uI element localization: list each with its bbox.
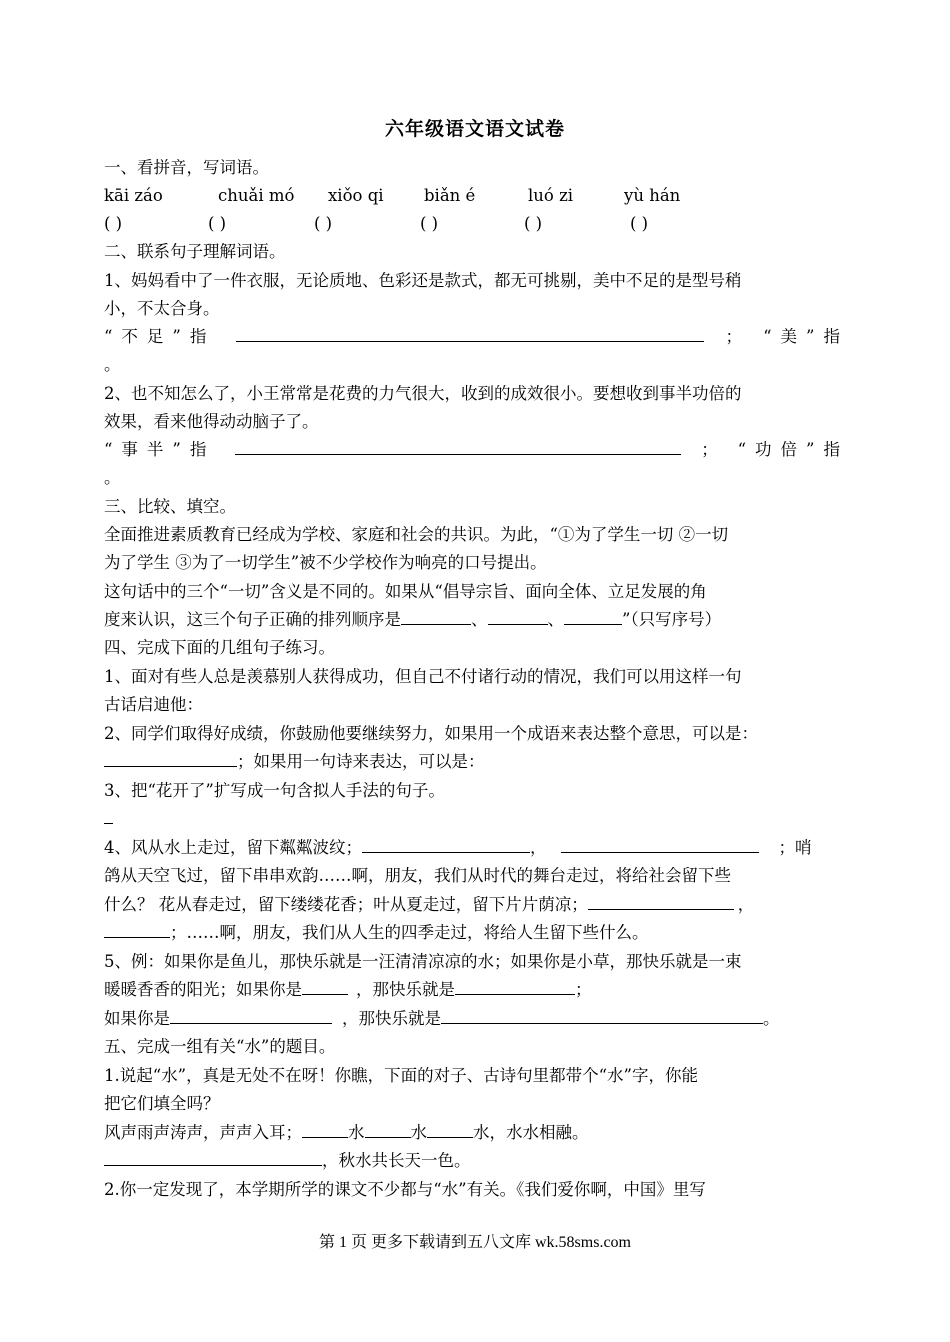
pinyin-row (104, 182, 849, 210)
question-text: 效果，看来他得动动脑子了。 (104, 412, 319, 431)
paragraph: ”（只写序号） (622, 610, 722, 629)
section-5-heading: 五、完成一组有关“水”的题目。 (104, 1037, 336, 1056)
question-text: 鸽从天空飞过，留下串串欢韵……啊，朋友，我们从时代的舞台走过，将给社会留下些 (104, 866, 731, 885)
question-text: 1、面对有些人总是羡慕别人获得成功，但自己不付诸行动的情况，我们可以用这样一句 (104, 667, 742, 686)
question-text: 什么？ 花从春走过，留下缕缕花香；叶从夏走过，留下片片荫凉； (104, 895, 588, 914)
answer-blank[interactable] (427, 1119, 473, 1138)
question-text: 4、风从水上走过，留下粼粼波纹； (104, 838, 362, 857)
answer-blank[interactable] (488, 606, 548, 625)
fill-line (104, 834, 849, 862)
question-text: 3、把“花开了”扩写成一句含拟人手法的句子。 (104, 781, 445, 800)
question-text: 水 (410, 1123, 427, 1142)
answer-blank[interactable] (104, 748, 237, 767)
fill-line (104, 748, 849, 776)
pinyin-1: kāi záo (104, 186, 163, 205)
answer-blank-5[interactable]: ( ) (524, 214, 543, 233)
separator: ， (530, 838, 547, 857)
answer-blank[interactable] (104, 1147, 322, 1166)
answer-blank[interactable] (302, 976, 348, 995)
paragraph: 为了学生 ③为了一切学生”被不少学校作为响亮的口号提出。 (104, 553, 547, 572)
question-text: 2、也不知怎么了，小王常常是花费的力气很大，收到的成效很小。要想收到事半功倍的 (104, 384, 742, 403)
answer-blank[interactable] (441, 1005, 763, 1024)
separator: ； (701, 440, 718, 459)
question-text: 暖暖香香的阳光；如果你是 (104, 980, 302, 999)
question-text: 风声雨声涛声，声声入耳； (104, 1123, 302, 1142)
separator: 、 (547, 610, 564, 629)
question-text: ，那快乐就是 (342, 1009, 441, 1028)
section-3-heading: 三、比较、填空。 (104, 497, 236, 516)
fill-line (104, 436, 849, 464)
answer-blank[interactable] (362, 834, 530, 853)
answer-blank-6[interactable]: ( ) (630, 214, 649, 233)
question-text: 如果你是 (104, 1009, 170, 1028)
answer-blank[interactable] (235, 436, 681, 455)
answer-blank[interactable] (564, 606, 622, 625)
question-text: 1.说起“水”，真是无处不在呀！你瞧，下面的对子、古诗句里都带个“水”字，你能 (104, 1066, 698, 1085)
question-text: 古话启迪他： (104, 695, 203, 714)
answer-parens-row (104, 210, 849, 238)
answer-blank-2[interactable]: ( ) (208, 214, 227, 233)
separator: ； (725, 327, 743, 346)
question-text: 2、同学们取得好成绩，你鼓励他要继续努力，如果用一个成语来表达整个意思，可以是： (104, 724, 758, 743)
section-1-heading: 一、看拼音，写词语。 (104, 158, 269, 177)
fill-line (104, 805, 849, 833)
period: 。 (104, 468, 121, 487)
question-text: 水，水水相融。 (473, 1123, 589, 1142)
term-label: “美”指 (763, 327, 849, 346)
answer-blank[interactable] (401, 606, 471, 625)
question-text: 水 (348, 1123, 365, 1142)
question-text: ；……啊，朋友，我们从人生的四季走过，将给人生留下些什么。 (170, 923, 649, 942)
paragraph: 这句话中的三个“一切”含义是不同的。如果从“倡导宗旨、面向全体、立足发展的角 (104, 582, 707, 601)
page-footer: 第 1 页 更多下载请到五八文库 wk.58sms.com (318, 1234, 631, 1251)
question-text: ；哨 (778, 838, 812, 857)
fill-line (104, 919, 849, 947)
question-text: ；如果用一句诗来表达，可以是： (237, 752, 485, 771)
answer-blank[interactable] (104, 805, 113, 824)
separator: ， (737, 895, 755, 914)
fill-line (104, 1005, 849, 1033)
term-label: “不足”指 (104, 327, 216, 346)
section-4-heading: 四、完成下面的几组句子练习。 (104, 638, 335, 657)
answer-blank[interactable] (104, 919, 170, 938)
separator: 、 (471, 610, 488, 629)
fill-line (104, 606, 849, 634)
answer-blank[interactable] (365, 1119, 411, 1138)
answer-blank-3[interactable]: ( ) (314, 214, 333, 233)
pinyin-6: yù hán (624, 186, 681, 205)
pinyin-3: xiǒo qi (328, 186, 384, 205)
period: 。 (104, 355, 121, 374)
separator: ； (575, 980, 592, 999)
question-text: 5、例：如果你是鱼儿，那快乐就是一汪清清凉凉的水；如果你是小草，那快乐就是一束 (104, 952, 742, 971)
answer-blank-1[interactable]: ( ) (104, 214, 123, 233)
pinyin-4: biǎn é (424, 186, 476, 205)
question-text: ，那快乐就是 (356, 980, 455, 999)
answer-blank[interactable] (588, 891, 734, 910)
question-text: 把它们填全吗？ (104, 1094, 220, 1113)
fill-line (104, 1119, 849, 1147)
question-text: 1、妈妈看中了一件衣服，无论质地、色彩还是款式，都无可挑剔，美中不足的是型号稍 (104, 271, 742, 290)
question-text: 2.你一定发现了，本学期所学的课文不少都与“水”有关。《我们爱你啊，中国》里写 (104, 1180, 706, 1199)
page-title: 六年级语文语文试卷 (384, 118, 565, 140)
answer-blank-4[interactable]: ( ) (420, 214, 439, 233)
pinyin-5: luó zi (528, 186, 574, 205)
answer-blank[interactable] (561, 834, 759, 853)
paragraph: 全面推进素质教育已经成为学校、家庭和社会的共识。为此，“①为了学生一切 ②一切 (104, 525, 729, 544)
fill-line (104, 1147, 849, 1175)
term-label: “功倍”指 (737, 440, 849, 459)
answer-blank[interactable] (455, 976, 575, 995)
fill-line (104, 891, 849, 919)
paragraph: 度来认识，这三个句子正确的排列顺序是 (104, 610, 401, 629)
answer-blank[interactable] (302, 1119, 348, 1138)
fill-line (104, 323, 849, 351)
question-text: 小，不太合身。 (104, 299, 220, 318)
pinyin-2: chuǎi mó (218, 186, 295, 205)
separator: 。 (763, 1009, 780, 1028)
answer-blank[interactable] (170, 1005, 332, 1024)
question-text: ，秋水共长天一色。 (322, 1151, 471, 1170)
term-label: “事半”指 (104, 440, 216, 459)
section-2-heading: 二、联系句子理解词语。 (104, 242, 286, 261)
answer-blank[interactable] (236, 323, 704, 342)
fill-line (104, 976, 849, 1004)
